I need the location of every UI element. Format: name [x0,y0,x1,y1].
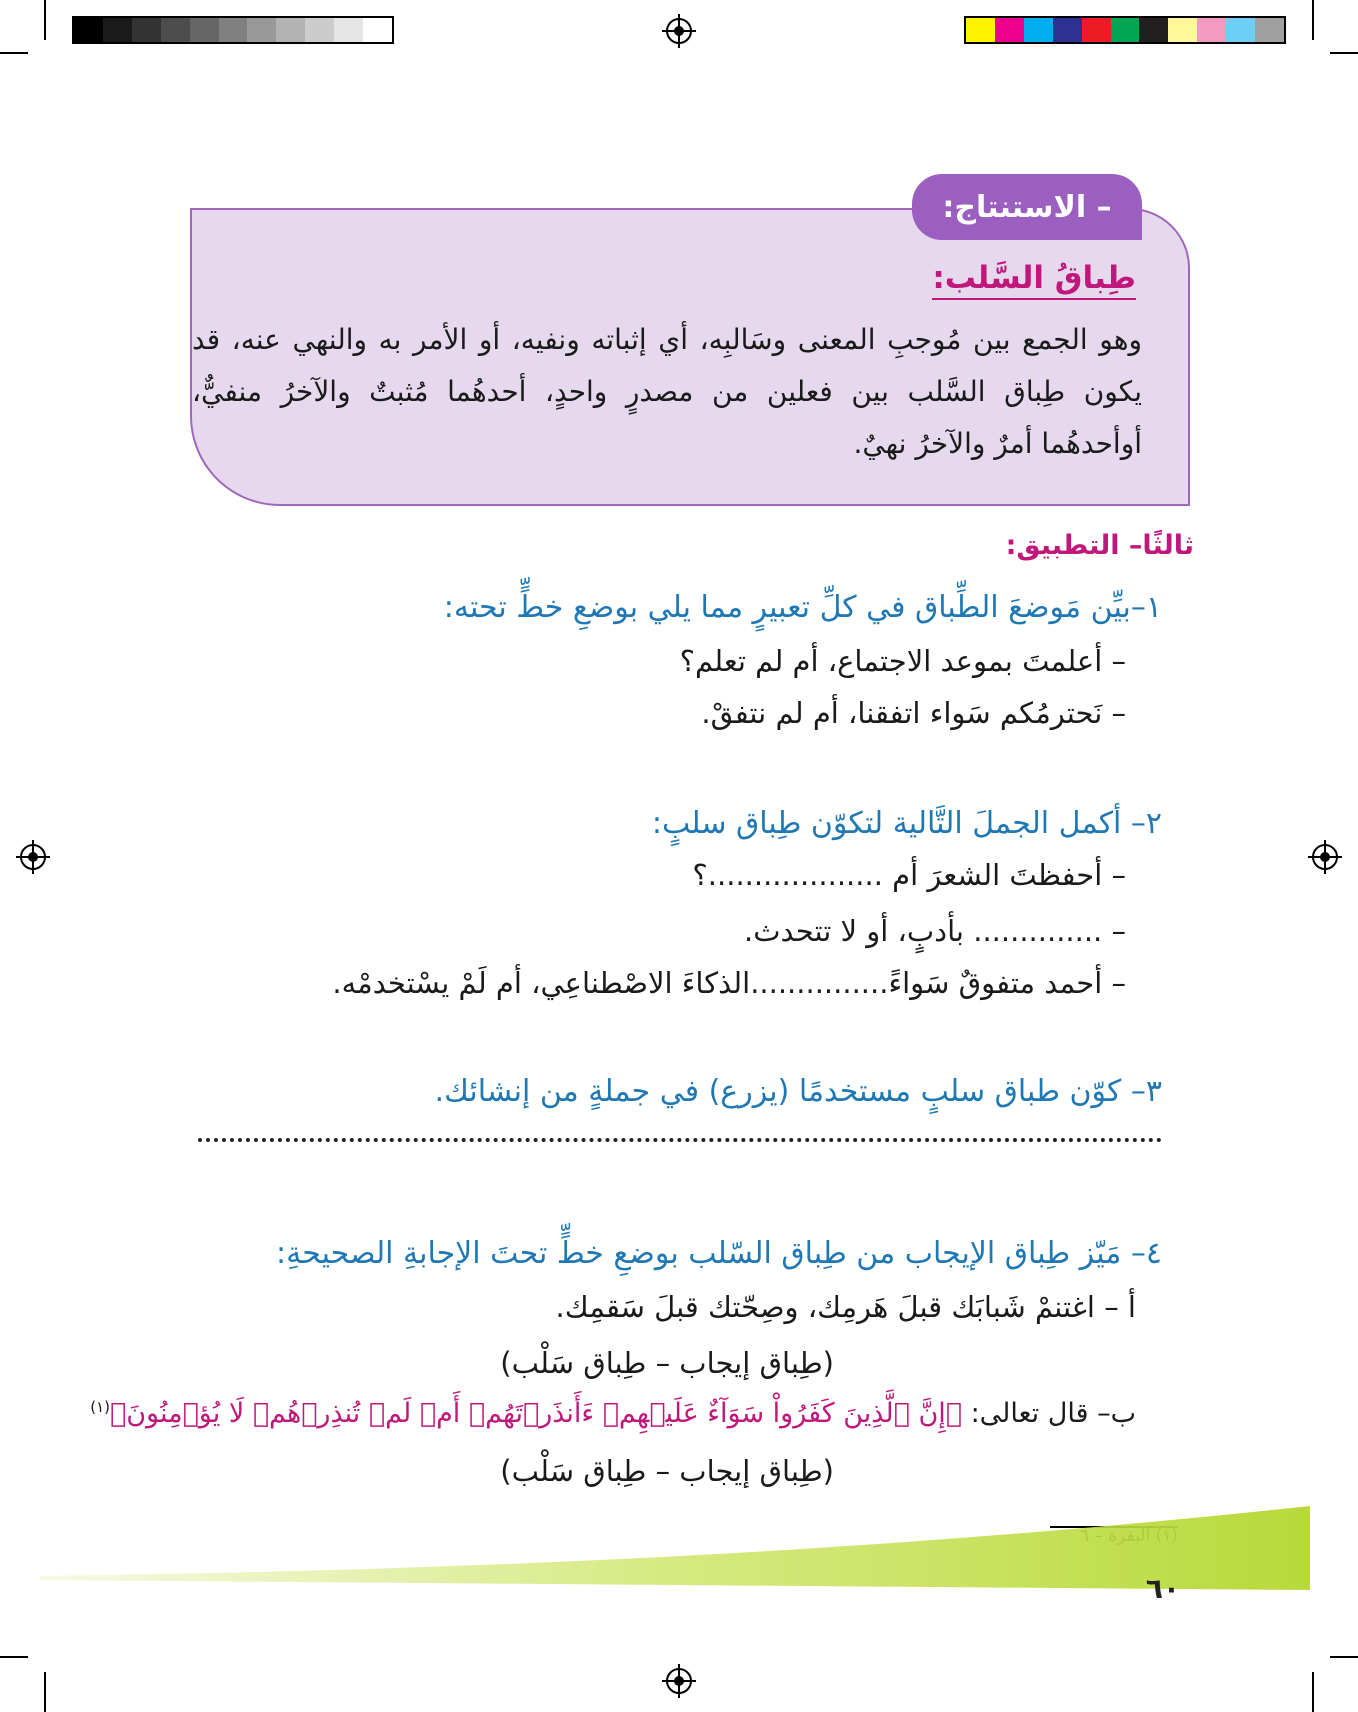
crop-mark [1330,52,1358,54]
quran-verse: ﴿إِنَّ ٱلَّذِينَ كَفَرُواْ سَوَآءٌ عَلَيۡهِمۡ ءَأَنذَرۡتَهُمۡ أَمۡ لَمۡ تُنذِرۡهُمۡ لَا يُؤۡمِنُونَ﴾ [110,1398,962,1429]
footnote-reference: (١) [90,1398,110,1416]
crop-mark [44,1672,46,1712]
crop-mark [44,0,46,40]
question-4-b-prefix: ب– قال تعالى: [961,1398,1136,1429]
crop-mark [0,52,28,54]
question-2-item: – أحفظتَ الشعرَ أم ...................؟ [692,858,1126,892]
crop-mark [0,1656,28,1658]
question-4-b-line [90,1398,1136,1429]
grayscale-calibration-bar [72,16,394,44]
question-3-prompt: ٣– كوّن طباق سلبٍ مستخدمًا (يزرع) في جملةٍ من إنشائك. [434,1074,1162,1109]
crop-mark [1312,1672,1314,1712]
crop-mark [1330,1656,1358,1658]
conclusion-tab: – الاستنتاج: [912,174,1142,240]
registration-mark-icon [1312,844,1338,870]
conclusion-heading: طِباقُ السَّلب: [932,260,1136,300]
registration-mark-icon [666,1668,692,1694]
page-number: ٦٠ [1145,1572,1180,1605]
answer-dotted-line [198,1138,1162,1142]
question-4-a-text: أ – اغتنمْ شَبابَك قبلَ هَرمِك، وصِحّتك قبلَ سَقمِك. [555,1290,1136,1324]
color-calibration-bar [964,16,1286,44]
question-4-b-options: (طِباق إيجاب – طِباق سَلْب) [500,1454,834,1488]
question-1-item: – نَحترمُكم سَواء اتفقنا، أم لم نتفقْ. [701,696,1126,730]
conclusion-text: وهو الجمع بين مُوجبِ المعنى وسَالبِه، أي إثباته ونفيه، أو الأمر به والنهي عنه، قد يكون طِباق السَّلب بين فعلين من مصدرٍ واحدٍ، أحدهُما مُثبتٌ والآخرُ منفيٌّ، أوأحدهُما أمرٌ والآخرُ نهيٌ. [192,323,1142,460]
registration-mark-icon [666,18,692,44]
question-4-a-options: (طِباق إيجاب – طِباق سَلْب) [500,1346,834,1380]
question-2-prompt: ٢– أكمل الجملَ التَّالية لتكوّن طِباق سلبٍ: [651,806,1162,841]
question-2-item: – أحمد متفوقٌ سَواءً...............الذكاءَ الاصْطناعِي، أم لَمْ يسْتخدمْه. [332,966,1126,1000]
question-1-prompt: ١–بيِّن مَوضعَ الطِّباق في كلِّ تعبيرٍ مما يلي بوضعِ خطٍّ تحته: [443,590,1162,625]
crop-mark [1312,0,1314,40]
question-4-prompt: ٤– مَيّز طِباق الإيجاب من طِباق السّلب بوضعِ خطٍّ تحتَ الإجابةِ الصحيحةِ: [276,1236,1162,1271]
section-title: ثالثًا– التطبيق: [1005,530,1194,561]
registration-mark-icon [20,844,46,870]
question-1-item: – أعلمتَ بموعد الاجتماع، أم لم تعلم؟ [679,644,1126,678]
question-2-item: – .............. بأدبٍ، أو لا تتحدث. [743,914,1126,948]
